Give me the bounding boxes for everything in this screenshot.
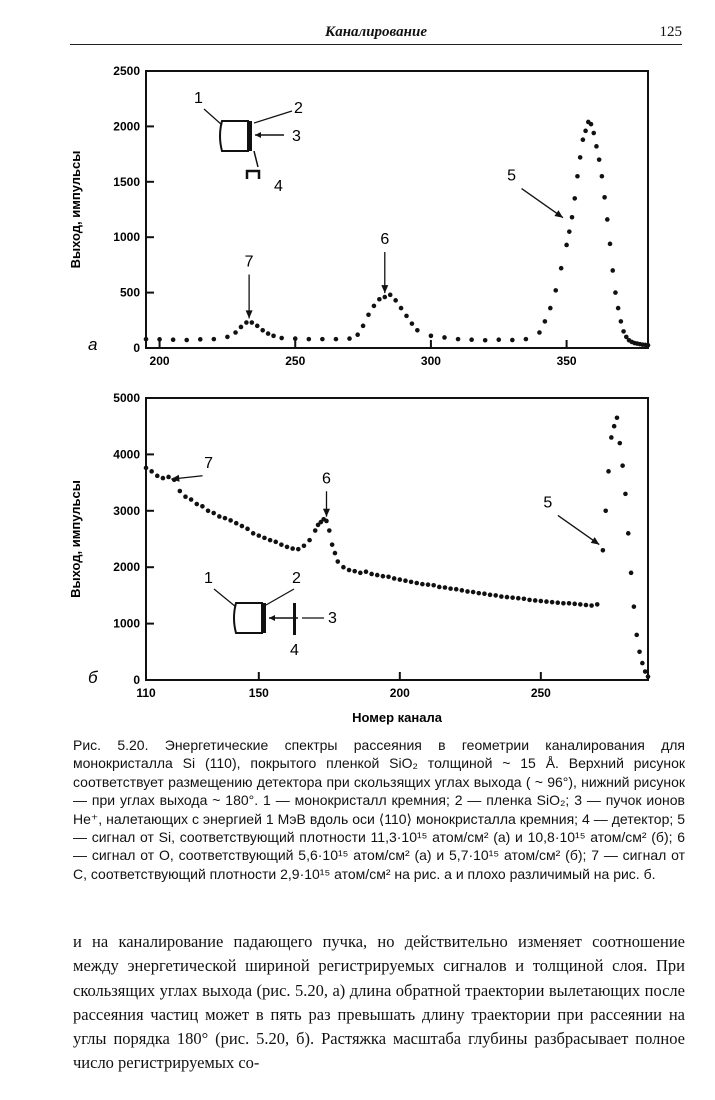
- inset-label-3: 3: [328, 610, 337, 627]
- data-point: [443, 585, 448, 590]
- data-point: [610, 268, 615, 273]
- data-point: [471, 590, 476, 595]
- inset-label-3: 3: [292, 128, 301, 145]
- data-point: [293, 336, 298, 341]
- data-point: [483, 338, 488, 343]
- data-point: [404, 314, 409, 319]
- data-point: [600, 174, 605, 179]
- inset-label-2: 2: [294, 100, 303, 117]
- data-point: [499, 594, 504, 599]
- data-point: [561, 601, 566, 606]
- data-point: [488, 593, 493, 598]
- leader-1: [214, 589, 236, 607]
- data-point: [603, 509, 608, 514]
- data-point: [522, 596, 527, 601]
- data-point: [327, 528, 332, 533]
- data-point: [347, 568, 352, 573]
- data-point: [619, 319, 624, 324]
- data-point: [629, 571, 634, 576]
- data-point: [533, 598, 538, 603]
- data-point: [591, 131, 596, 136]
- data-point: [476, 591, 481, 596]
- data-point: [442, 335, 447, 340]
- y-tick-label: 5000: [113, 391, 140, 405]
- x-tick-label: 200: [389, 686, 410, 700]
- data-point: [415, 328, 420, 333]
- data-point: [640, 661, 645, 666]
- inset-label-4: 4: [290, 642, 299, 659]
- data-point: [398, 577, 403, 582]
- data-point: [211, 511, 216, 516]
- data-point: [184, 338, 189, 343]
- data-point: [410, 321, 415, 326]
- leader-2: [266, 589, 294, 605]
- data-point: [279, 336, 284, 341]
- data-point: [225, 335, 230, 340]
- data-point: [279, 542, 284, 547]
- data-point: [307, 337, 312, 342]
- data-point: [620, 463, 625, 468]
- data-point: [646, 343, 651, 348]
- leader-1: [204, 109, 222, 125]
- data-point: [555, 600, 560, 605]
- data-point: [171, 337, 176, 342]
- data-point: [605, 217, 610, 222]
- data-point: [212, 337, 217, 342]
- exit-arrow: [254, 151, 258, 167]
- data-point: [355, 332, 360, 337]
- panel-a-plot: [68, 64, 650, 368]
- data-point: [364, 569, 369, 574]
- data-point: [524, 337, 529, 342]
- body-paragraph: и на каналирование падающего пучка, но действительно изменяет соотношение между энергетической шириной регистрируемых сигналов и толщиной слоя. При скользящих углах выхода (рис. 5.20, а) длина обратной траектории вылетающих после рассеяния частиц может в пять раз превышать длину траектории при рассеянии на углы порядка 180° (рис. 5.20, б). Растяжка масштаба глубины разбрасывает полное число регистрируемых со-: [73, 932, 685, 1073]
- data-point: [465, 589, 470, 594]
- annotation-label-7: 7: [204, 454, 214, 472]
- panel-b-plot: [68, 391, 650, 725]
- data-point: [217, 514, 222, 519]
- data-point: [581, 137, 586, 142]
- data-point: [559, 266, 564, 271]
- y-tick-label: 1000: [113, 616, 140, 631]
- y-tick-label: 0: [133, 673, 140, 687]
- data-point: [228, 518, 233, 523]
- data-point: [589, 122, 594, 127]
- data-point: [361, 324, 366, 329]
- data-point: [234, 521, 239, 526]
- data-point: [602, 195, 607, 200]
- y-tick-label: 4000: [113, 447, 140, 462]
- data-point: [548, 306, 553, 311]
- annotation-label-6: 6: [322, 470, 331, 488]
- y-tick-label: 2500: [113, 64, 140, 78]
- running-title: Каналирование: [325, 24, 427, 40]
- data-point: [543, 319, 548, 324]
- data-point: [572, 196, 577, 201]
- data-point: [307, 538, 312, 543]
- data-point: [616, 306, 621, 311]
- annotation-arrowhead-5: [591, 537, 600, 544]
- y-tick-label: 500: [119, 285, 140, 300]
- data-point: [431, 583, 436, 588]
- data-point: [268, 538, 273, 543]
- data-point: [510, 338, 515, 343]
- data-point: [335, 559, 340, 564]
- data-point: [178, 489, 183, 494]
- data-point: [266, 331, 271, 336]
- data-point: [198, 337, 203, 342]
- data-point: [251, 531, 256, 536]
- data-point: [388, 293, 393, 298]
- data-point: [399, 306, 404, 311]
- crystal-inset: [234, 603, 262, 633]
- data-point: [194, 502, 199, 507]
- data-point: [157, 337, 162, 342]
- data-point: [392, 576, 397, 581]
- data-point: [250, 320, 255, 325]
- data-point: [302, 543, 307, 548]
- data-point: [584, 603, 589, 608]
- data-point: [567, 601, 572, 606]
- panel-label: а: [88, 335, 98, 354]
- data-point: [578, 155, 583, 160]
- data-point: [493, 593, 498, 598]
- data-point: [366, 312, 371, 317]
- data-point: [260, 328, 265, 333]
- data-point: [420, 582, 425, 587]
- crystal-inset: [220, 121, 248, 151]
- inset-label-4: 4: [274, 178, 283, 195]
- data-point: [448, 586, 453, 591]
- data-point: [330, 542, 335, 547]
- annotation-label-6: 6: [380, 231, 390, 249]
- film-inset: [262, 603, 266, 633]
- data-point: [469, 337, 474, 342]
- data-point: [285, 545, 290, 550]
- data-point: [149, 469, 154, 474]
- data-point: [482, 591, 487, 596]
- data-point: [189, 497, 194, 502]
- data-point: [375, 573, 380, 578]
- inset-label-2: 2: [292, 570, 301, 587]
- data-point: [609, 435, 614, 440]
- data-point: [626, 531, 631, 536]
- annotation-label-5: 5: [507, 167, 517, 185]
- data-point: [403, 578, 408, 583]
- data-point: [144, 466, 149, 471]
- data-point: [333, 551, 338, 556]
- beam-arrowhead: [255, 132, 261, 138]
- data-point: [567, 229, 572, 234]
- y-tick-label: 2000: [113, 119, 140, 134]
- data-point: [623, 492, 628, 497]
- data-point: [496, 337, 501, 342]
- data-point: [271, 334, 276, 339]
- caption-text: Рис. 5.20. Энергетические спектры рассеяния в геометрии каналирования для монокристалла Si (110), покрытого пленкой SiO₂ толщиной ~ 15 Å. Верхний рисунок соответствует размещению детектора при скользящих углах выхода ( ~ 96°), нижний рисунок — при углах выхода ~ 180°. 1 — монокристалл кремния; 2 — пленка SiO₂; 3 — пучок ионов He⁺, налетающих с энергией 1 МэВ вдоль оси ⟨110⟩ монокристалла кремния; 4 — детектор; 5 — сигнал от Si, соответствующий плотности 11,3·10¹⁵ атом/см² (а) и 10,8·10¹⁵ атом/см² (б); 6 — сигнал от O, соответствующий 5,6·10¹⁵ атом/см² (а) и 5,7·10¹⁵ атом/см² (б); 7 — сигнал от C, соответствующий плотности 2,9·10¹⁵ атом/см² на рис. а и плохо различимый на рис. б.: [73, 737, 685, 882]
- data-point: [183, 494, 188, 499]
- x-tick-label: 250: [285, 354, 306, 368]
- data-point: [233, 330, 238, 335]
- data-point: [575, 174, 580, 179]
- data-point: [460, 588, 465, 593]
- data-point: [273, 540, 278, 545]
- data-point: [615, 415, 620, 420]
- data-point: [606, 469, 611, 474]
- data-point: [583, 129, 588, 134]
- data-point: [643, 669, 648, 674]
- data-point: [505, 595, 510, 600]
- data-point: [617, 441, 622, 446]
- y-tick-label: 3000: [113, 503, 140, 518]
- data-point: [409, 580, 414, 585]
- data-point: [386, 574, 391, 579]
- data-point: [296, 547, 301, 552]
- data-point: [166, 475, 171, 480]
- y-tick-label: 0: [133, 341, 140, 355]
- x-axis-label: Номер канала: [352, 710, 442, 725]
- figure-caption: [73, 736, 685, 883]
- data-point: [612, 424, 617, 429]
- data-point: [454, 587, 459, 592]
- x-tick-label: 300: [420, 354, 441, 368]
- data-point: [223, 516, 228, 521]
- data-point: [240, 524, 245, 529]
- data-point: [381, 574, 386, 579]
- data-point: [144, 337, 149, 342]
- data-point: [634, 633, 639, 638]
- x-tick-label: 110: [136, 686, 156, 700]
- y-axis-label: Выход, импульсы: [68, 150, 83, 269]
- detector-inset: [293, 603, 296, 635]
- data-point: [206, 509, 211, 514]
- annotation-arrowhead-5: [554, 210, 563, 217]
- leader-2: [254, 111, 292, 123]
- detector-inset: [247, 171, 259, 179]
- data-point: [244, 320, 249, 325]
- data-point: [313, 528, 318, 533]
- data-point: [257, 533, 262, 538]
- x-tick-label: 250: [530, 686, 551, 700]
- data-point: [527, 598, 532, 603]
- plot-frame: [146, 398, 648, 680]
- figure-5-20: [0, 55, 715, 725]
- annotation-label-7: 7: [244, 253, 254, 271]
- inset-label-1: 1: [194, 90, 203, 107]
- data-point: [155, 474, 160, 479]
- annotation-label-5: 5: [543, 494, 553, 512]
- annotation-arrowhead-7: [246, 310, 253, 318]
- data-point: [613, 290, 618, 295]
- y-tick-label: 2000: [113, 560, 140, 575]
- data-point: [597, 157, 602, 162]
- data-point: [429, 334, 434, 339]
- inset-label-1: 1: [204, 570, 213, 587]
- data-point: [255, 324, 260, 329]
- data-point: [539, 599, 544, 604]
- annotation-arrowhead-6: [323, 509, 330, 517]
- data-point: [393, 298, 398, 303]
- data-point: [377, 297, 382, 302]
- data-point: [516, 596, 521, 601]
- data-point: [245, 527, 250, 532]
- data-point: [426, 582, 431, 587]
- data-point: [334, 337, 339, 342]
- data-point: [341, 565, 346, 570]
- y-tick-label: 1000: [113, 230, 140, 245]
- data-point: [456, 337, 461, 342]
- data-point: [347, 336, 352, 341]
- running-header: [70, 22, 682, 45]
- data-point: [161, 476, 166, 481]
- data-point: [352, 569, 357, 574]
- data-point: [570, 215, 575, 220]
- data-point: [594, 144, 599, 149]
- data-point: [372, 304, 377, 309]
- data-point: [601, 548, 606, 553]
- panel-label: б: [88, 668, 98, 687]
- data-point: [358, 571, 363, 576]
- data-point: [382, 295, 387, 300]
- data-point: [510, 595, 515, 600]
- data-point: [537, 330, 542, 335]
- annotation-arrowhead-6: [381, 285, 388, 293]
- data-point: [572, 602, 577, 607]
- data-point: [550, 600, 555, 605]
- data-point: [414, 581, 419, 586]
- data-point: [544, 599, 549, 604]
- data-point: [369, 572, 374, 577]
- data-point: [290, 546, 295, 551]
- data-point: [324, 519, 329, 524]
- y-axis-label: Выход, импульсы: [68, 480, 83, 598]
- data-point: [637, 650, 642, 655]
- data-point: [239, 325, 244, 330]
- data-point: [320, 337, 325, 342]
- plot-frame: [146, 71, 648, 348]
- beam-arrowhead: [269, 615, 275, 621]
- data-point: [646, 674, 651, 679]
- data-point: [578, 602, 583, 607]
- x-tick-label: 350: [556, 354, 577, 368]
- data-point: [621, 329, 626, 334]
- data-point: [262, 536, 267, 541]
- x-tick-label: 200: [149, 354, 170, 368]
- x-tick-label: 150: [248, 686, 269, 700]
- data-point: [553, 288, 558, 293]
- body-text: [73, 930, 685, 1076]
- y-tick-label: 1500: [113, 174, 140, 189]
- film-inset: [248, 121, 252, 151]
- data-point: [589, 603, 594, 608]
- data-point: [564, 243, 569, 248]
- data-point: [595, 602, 600, 607]
- data-point: [608, 242, 613, 247]
- data-point: [437, 585, 442, 590]
- data-point: [200, 504, 205, 509]
- data-point: [632, 604, 637, 609]
- page-number: 125: [659, 24, 682, 40]
